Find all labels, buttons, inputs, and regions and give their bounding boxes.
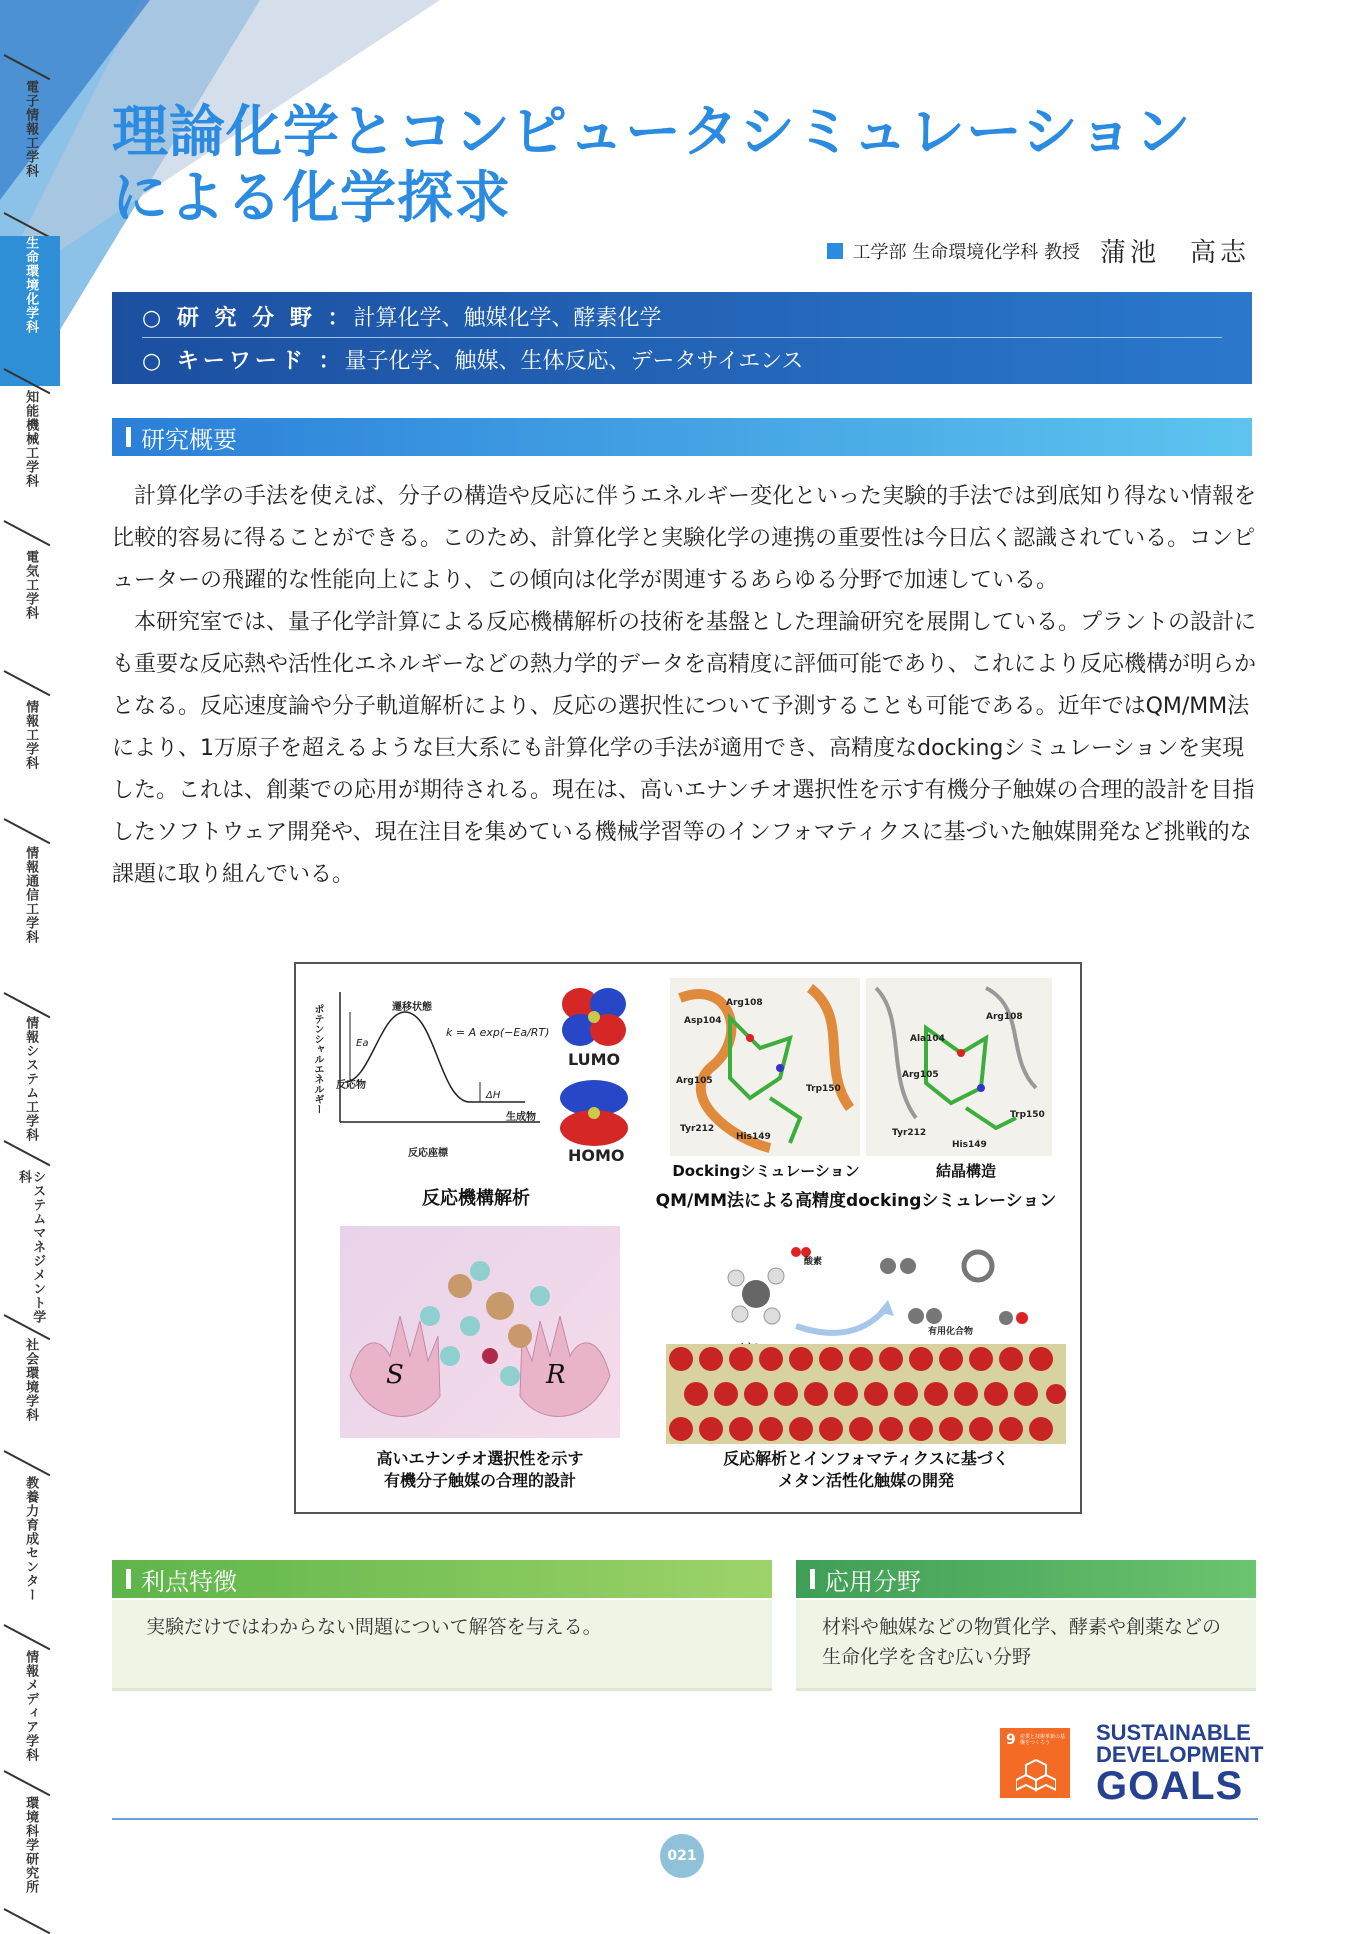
lumo-label: LUMO	[568, 1050, 621, 1069]
side-tab-10[interactable]: 情報メディア学科	[23, 1650, 39, 1762]
residue-label: Trp150	[806, 1084, 841, 1094]
residue-label: His149	[952, 1140, 987, 1150]
page-number: 021	[660, 1834, 704, 1878]
author-name: 蒲池 高志	[1099, 238, 1250, 268]
ea-label: Ea	[356, 1038, 369, 1049]
residue-label: Arg105	[676, 1076, 713, 1086]
chiral-caption	[340, 1448, 620, 1492]
catalyst-caption-line-2: メタン活性化触媒の開発	[777, 1471, 954, 1490]
advantages-box	[112, 1600, 772, 1691]
keyword-row	[142, 344, 803, 375]
chiral-s-label: S	[386, 1360, 404, 1390]
keyword-value: 量子化学、触媒、生体反応、データサイエンス	[344, 349, 804, 374]
research-field-box	[112, 292, 1252, 384]
side-tab-7[interactable]: システムマネジメント学科	[16, 1170, 46, 1324]
cubes-icon	[1016, 1758, 1056, 1792]
product-label: 生成物	[506, 1112, 536, 1123]
side-tab-3[interactable]: 電気工学科	[23, 550, 39, 620]
equation: k = A exp(−Ea/RT)	[446, 1026, 550, 1039]
square-bullet-icon	[827, 243, 843, 259]
catalyst-caption-line-1: 反応解析とインフォマティクスに基づく	[723, 1449, 1009, 1468]
reactant-label: 反応物	[336, 1080, 366, 1091]
overview-paragraph-2: 本研究室では、量子化学計算による反応機構解析の技術を基盤とした理論研究を展開している。プラントの設計にも重要な反応熱や活性化エネルギーなどの熱力学的データを高精度に評価可能であり、これにより反応機構が明らかとなる。反応速度論や分子軌道解析により、反応の選択性について予測することも可能である。近年ではQM/MM法により、1万原子を超えるような巨大系にも計算化学の手法が適用でき、高精度なdockingシミュレーションを実現した。これは、創薬での応用が期待される。現在は、高いエナンチオ選択性を示す有機分子触媒の合理的設計を目指したソフトウェア開発や、現在注目を集めている機械学習等のインフォマティクスに基づいた触媒開発など挑戦的な課題に取り組んでいる。	[112, 610, 1257, 887]
side-tab-6[interactable]: 情報システム工学科	[23, 1016, 39, 1142]
mechanism-caption: 反応機構解析	[422, 1188, 530, 1209]
docking-label: Dockingシミュレーション	[672, 1162, 860, 1180]
heading-marker-icon	[126, 427, 131, 447]
advantages-heading: 利点特徴	[141, 1567, 237, 1596]
chiral-caption-line-2: 有機分子触媒の合理的設計	[383, 1471, 576, 1490]
footer-line	[112, 1818, 1258, 1820]
research-figure	[294, 962, 1082, 1514]
sdg-block	[1000, 1720, 1264, 1808]
field-value: 計算化学、触媒化学、酵素化学	[353, 306, 662, 331]
field-label: ○ 研 究 分 野 ：	[142, 306, 354, 331]
applications-box	[796, 1600, 1256, 1691]
heading-marker-icon	[810, 1569, 815, 1589]
title-line-1: 理論化学とコンピュータシミュレーション	[112, 100, 1192, 165]
useful-compound-label: 有用化合物	[928, 1327, 974, 1337]
side-tab-1-active[interactable]: 生命環境化学科	[0, 236, 60, 386]
chiral-caption-line-1: 高いエナンチオ選択性を示す	[376, 1449, 584, 1468]
applications-heading-bar	[796, 1560, 1256, 1598]
sdg-line-3: GOALS	[1096, 1764, 1244, 1808]
author-line	[827, 232, 1250, 269]
sdg-goal-number: 9	[1006, 1732, 1016, 1748]
advantages-heading-bar	[112, 1560, 772, 1598]
keyword-label: ○ キーワード ：	[142, 349, 345, 374]
residue-label: Arg108	[726, 998, 763, 1008]
overview-heading-bar	[112, 418, 1252, 456]
residue-label: Arg108	[986, 1012, 1023, 1022]
sdg-goal-9-icon	[1000, 1728, 1070, 1798]
side-tab-9[interactable]: 教養力育成センター	[23, 1476, 39, 1602]
sdg-goal-text: 産業と技術革新の基盤をつくろう	[1020, 1734, 1066, 1746]
page-title	[112, 100, 1212, 232]
homo-orbital-icon	[556, 1078, 632, 1148]
field-row	[142, 301, 662, 332]
residue-label: His149	[736, 1132, 771, 1142]
chiral-catalyst-panel	[340, 1226, 620, 1438]
side-tab-8[interactable]: 社会環境学科	[23, 1338, 39, 1422]
ts-label: 遷移状態	[392, 1002, 432, 1013]
divider	[142, 337, 1222, 338]
sdg-line-1: SUSTAINABLE	[1096, 1720, 1251, 1745]
applications-text: 材料や触媒などの物質化学、酵素や創薬などの生命化学を含む広い分野	[822, 1616, 1222, 1668]
catalyst-molecule-image	[340, 1226, 620, 1438]
oxygen-label: 酸素	[804, 1257, 823, 1267]
residue-label: Ala104	[910, 1034, 945, 1044]
overview-body	[112, 476, 1260, 896]
overview-paragraph-1: 計算化学の手法を使えば、分子の構造や反応に伴うエネルギー変化といった実験的手法では到底知り得ない情報を比較的容易に得ることができる。このため、計算化学と実験化学の連携の重要性は今日広く認識されている。コンピューターの飛躍的な性能向上により、この傾向は化学が関連するあらゆる分野で加速している。	[112, 484, 1257, 593]
methane-reaction-image	[716, 1236, 1056, 1346]
sdg-line-2: DEVELOPMENT	[1096, 1742, 1264, 1767]
energy-y-label: ポテンシャルエネルギー	[312, 1004, 323, 1114]
advantages-text: 実験だけではわからない問題について解答を与える。	[146, 1616, 602, 1638]
side-tab-5[interactable]: 情報通信工学科	[23, 846, 39, 944]
residue-label: Tyr212	[892, 1128, 927, 1138]
applications-heading: 応用分野	[825, 1567, 921, 1596]
residue-label: Asp104	[684, 1016, 722, 1026]
catalyst-caption	[666, 1448, 1066, 1492]
residue-label: Tyr212	[680, 1124, 715, 1134]
energy-x-label: 反応座標	[408, 1148, 448, 1159]
author-affiliation: 工学部 生命環境化学科 教授	[852, 241, 1080, 263]
side-tab-11[interactable]: 環境科学研究所	[23, 1796, 39, 1894]
sdg-wordmark	[1096, 1722, 1263, 1806]
residue-label: Arg105	[902, 1070, 939, 1080]
title-line-2: による化学探求	[112, 166, 511, 231]
side-tab-2[interactable]: 知能機械工学科	[23, 390, 39, 488]
catalyst-surface-image	[666, 1344, 1066, 1444]
heading-marker-icon	[126, 1569, 131, 1589]
lumo-orbital-icon	[556, 984, 632, 1050]
side-tab-0[interactable]: 電子情報工学科	[23, 80, 39, 178]
chiral-r-label: R	[546, 1360, 566, 1390]
side-navigation	[0, 40, 60, 1920]
docking-caption: QM/MM法による高精度dockingシミュレーション	[655, 1191, 1057, 1211]
homo-label: HOMO	[568, 1146, 625, 1165]
crystal-label: 結晶構造	[935, 1162, 996, 1180]
overview-heading: 研究概要	[141, 425, 237, 454]
residue-label: Trp150	[1010, 1110, 1045, 1120]
dh-label: ΔH	[486, 1090, 501, 1101]
side-tab-4[interactable]: 情報工学科	[23, 700, 39, 770]
